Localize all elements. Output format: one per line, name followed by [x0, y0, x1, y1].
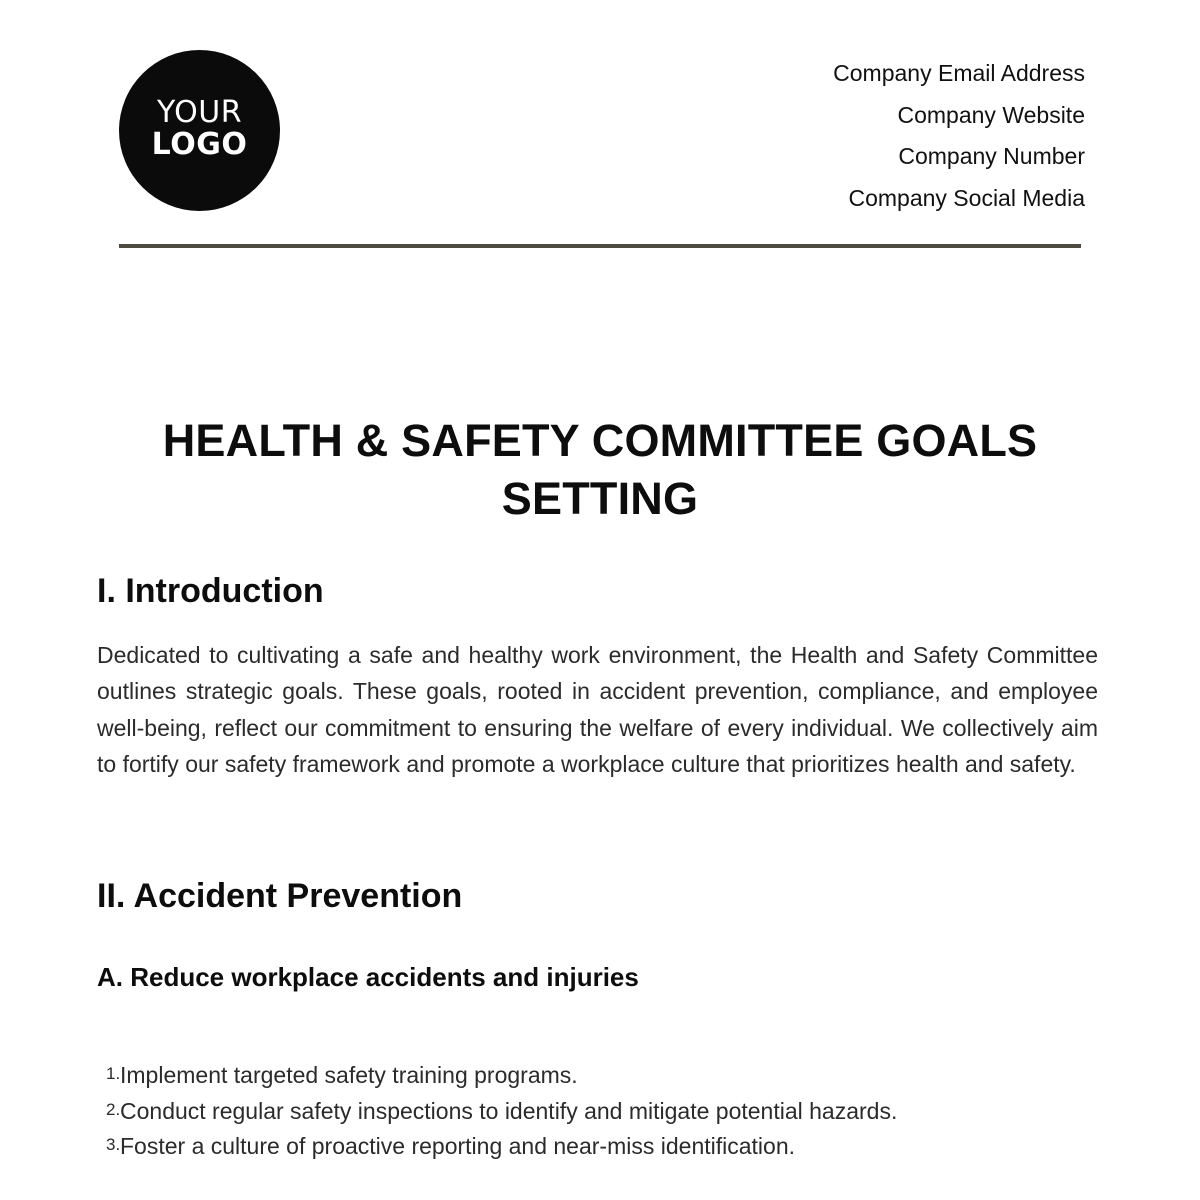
logo-text-logo: LOGO — [151, 126, 248, 162]
introduction-paragraph: Dedicated to cultivating a safe and healthy work environment, the Health and Safety Committee outlines strategic goals. These goals, rooted in accident prevention, compliance, and employee well-being, reflect our commitment to ensuring the welfare of every individual. We collectively aim to fortify our safety framework and promote a workplace culture that prioritizes health and safety. — [97, 642, 1098, 777]
list-item — [106, 1094, 897, 1130]
company-social-media: Company Social Media — [848, 184, 1085, 211]
list-item-number: 2. — [106, 1099, 121, 1119]
section-heading-introduction: I. Introduction — [97, 572, 324, 610]
company-website: Company Website — [897, 101, 1085, 128]
section-heading-accident-prevention: II. Accident Prevention — [97, 877, 463, 915]
list-item-number: 3. — [106, 1135, 121, 1154]
list-item — [106, 1058, 897, 1094]
company-logo — [119, 50, 280, 211]
goal-list — [106, 1058, 897, 1165]
document-title: HEALTH & SAFETY COMMITTEE GOALS SETTING — [162, 415, 1038, 524]
list-item-text: Implement targeted safety training programs. — [120, 1062, 578, 1088]
list-item-number: 1. — [106, 1064, 121, 1083]
list-item-text: Conduct regular safety inspections to identify and mitigate potential hazards. — [120, 1097, 898, 1124]
company-email: Company Email Address — [833, 60, 1085, 86]
header-divider — [119, 244, 1081, 248]
company-contact-block — [833, 53, 1085, 219]
list-item — [106, 1129, 897, 1165]
logo-text-your: YOUR — [156, 94, 243, 130]
company-number: Company Number — [898, 143, 1085, 169]
list-item-text: Foster a culture of proactive reporting and near-miss identification. — [120, 1133, 795, 1159]
subsection-heading-reduce-accidents: A. Reduce workplace accidents and injuries — [97, 962, 639, 992]
